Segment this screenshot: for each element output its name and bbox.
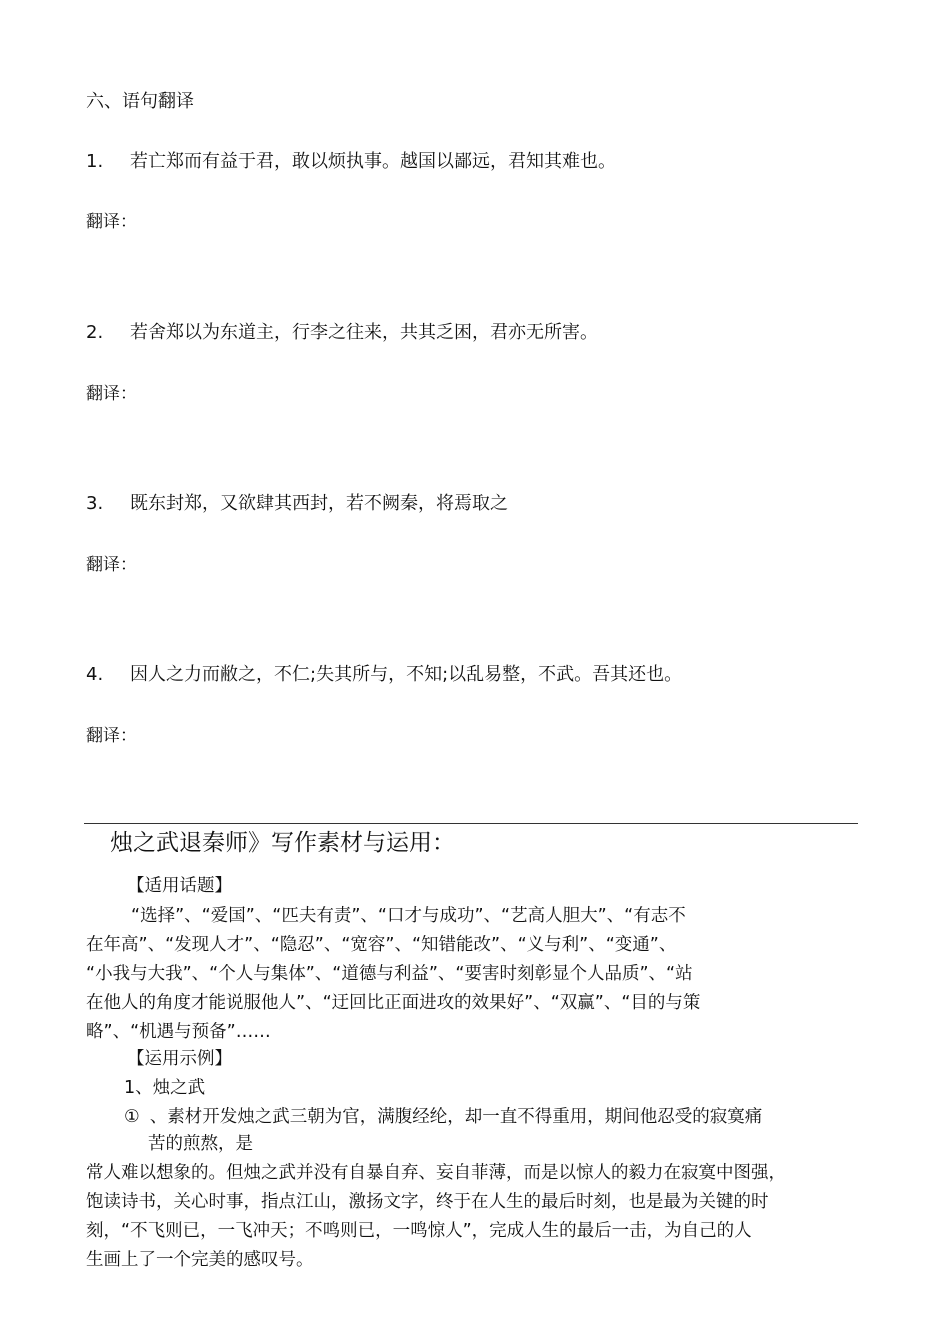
question-text: 若舍郑以为东道主，行李之往来，共其乏困，君亦无所害。: [130, 322, 598, 343]
translation-label-3: 翻译：: [86, 555, 137, 575]
body-line: 常人难以想象的。但烛之武并没有自暴自弃、妄自菲薄，而是以惊人的毅力在寂寞中图强，: [86, 1163, 786, 1183]
question-number: 3.: [86, 493, 104, 514]
body-line: 生画上了一个完美的感叹号。: [86, 1250, 314, 1270]
topics-line: 略”、“机遇与预备”……: [86, 1022, 271, 1042]
question-4: [86, 663, 682, 687]
topics-heading: 【适用话题】: [127, 876, 232, 896]
question-number: 4.: [86, 664, 104, 685]
question-2: [86, 321, 598, 345]
topics-line: “选择”、“爱国”、“匹夫有责”、“口才与成功”、“艺高人胆大”、“有志不: [131, 906, 686, 926]
circled-number: ①: [124, 1107, 140, 1127]
question-text: 因人之力而敝之，不仁;失其所与，不知;以乱易整，不武。吾其还也。: [130, 664, 683, 685]
question-text: 若亡郑而有益于君，敢以烦执事。越国以鄙远，君知其难也。: [130, 151, 616, 172]
divider: [84, 823, 858, 824]
question-number: 1.: [86, 151, 104, 172]
question-1: [86, 150, 616, 174]
section-title: 六、语句翻译: [86, 91, 194, 112]
example-item: 1、烛之武: [124, 1078, 206, 1098]
example-line-continued: 苦的煎熬，是: [148, 1134, 253, 1154]
question-number: 2.: [86, 322, 104, 343]
examples-heading: 【运用示例】: [127, 1049, 232, 1069]
translation-label-1: 翻译：: [86, 212, 137, 232]
example-text: 、素材开发烛之武三朝为官，满腹经纶，却一直不得重用，期间他忍受的寂寞痛: [149, 1107, 763, 1127]
topics-line: 在他人的角度才能说服他人”、“迂回比正面进攻的效果好”、“双赢”、“目的与策: [86, 993, 701, 1013]
topics-line: 在年高”、“发现人才”、“隐忍”、“宽容”、“知错能改”、“义与利”、“变通”、: [86, 935, 677, 955]
translation-label-4: 翻译：: [86, 726, 137, 746]
example-line: [124, 1104, 762, 1130]
material-title: 烛之武退秦师》写作素材与运用：: [110, 830, 455, 856]
body-line: 饱读诗书，关心时事，指点江山，激扬文字，终于在人生的最后时刻，也是最为关键的时: [86, 1192, 769, 1212]
question-text: 既东封郑，又欲肆其西封，若不阙秦，将焉取之: [130, 493, 508, 514]
body-line: 刻，“不飞则已，一飞冲天；不鸣则已，一鸣惊人”，完成人生的最后一击，为自己的人: [86, 1221, 752, 1241]
topics-line: “小我与大我”、“个人与集体”、“道德与利益”、“要害时刻彰显个人品质”、“站: [86, 964, 693, 984]
translation-label-2: 翻译：: [86, 384, 137, 404]
question-3: [86, 492, 508, 516]
